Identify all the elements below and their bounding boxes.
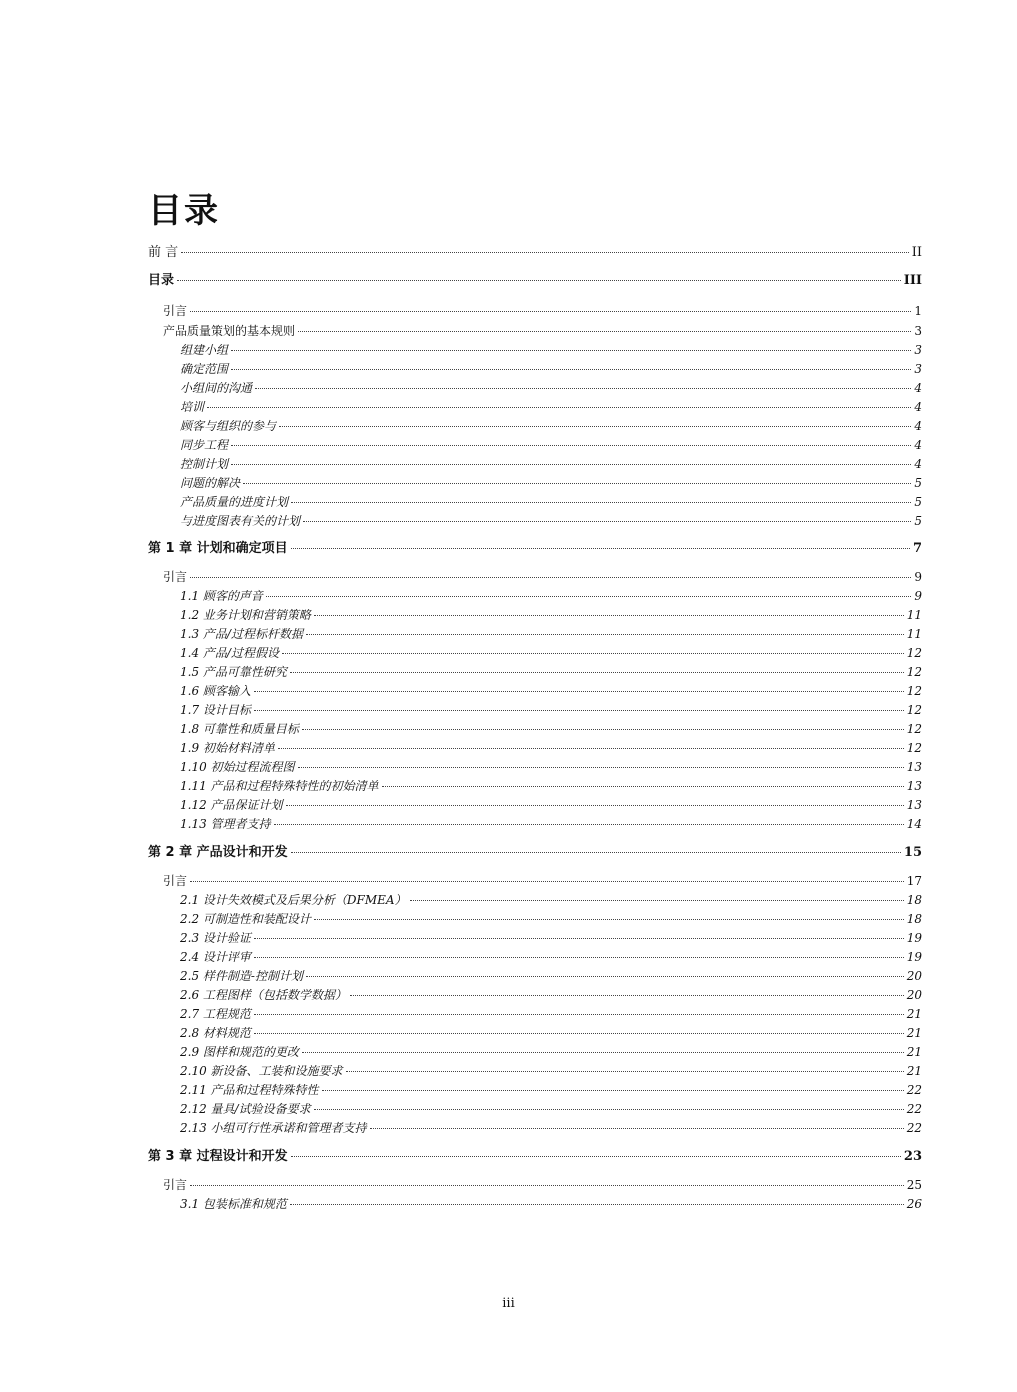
- toc-entry-page: 3: [914, 362, 922, 376]
- toc-entry-label: 1.8 可靠性和质量目标: [180, 722, 299, 736]
- toc-entry[interactable]: [163, 323, 922, 339]
- toc-entry-page: 11: [906, 627, 922, 641]
- toc-entry-label: 组建小组: [180, 343, 229, 357]
- toc-entry-label: 2.8 材料规范: [180, 1026, 251, 1040]
- toc-leader-dots: [279, 426, 911, 427]
- toc-entry-label: 2.2 可制造性和装配设计: [180, 912, 311, 926]
- toc-entry-label: 1.6 顾客输入: [180, 684, 251, 698]
- toc-leader-dots: [274, 824, 904, 825]
- toc-leader-dots: [282, 653, 904, 654]
- toc-entry-page: 4: [914, 419, 922, 433]
- toc-entry[interactable]: [180, 930, 922, 946]
- toc-entry-page: 4: [914, 438, 922, 452]
- toc-leader-dots: [181, 252, 909, 253]
- toc-leader-dots: [314, 919, 904, 920]
- toc-entry-page: II: [911, 245, 922, 260]
- toc-entry-label: 3.1 包装标准和规范: [180, 1197, 287, 1211]
- toc-leader-dots: [278, 748, 904, 749]
- toc-entry[interactable]: [180, 987, 922, 1003]
- toc-entry[interactable]: [148, 541, 922, 557]
- toc-entry-label: 同步工程: [180, 438, 229, 452]
- toc-entry[interactable]: [180, 721, 922, 737]
- toc-entry-page: 20: [906, 969, 922, 983]
- toc-entry-label: 目录: [148, 273, 175, 288]
- toc-leader-dots: [302, 729, 904, 730]
- toc-entry[interactable]: [180, 892, 922, 908]
- toc-entry-label: 引言: [163, 304, 188, 318]
- toc-entry-label: 2.11 产品和过程特殊特性: [180, 1083, 319, 1097]
- toc-entry-page: 26: [906, 1197, 922, 1211]
- toc-entry-page: 18: [906, 912, 922, 926]
- toc-entry[interactable]: [180, 1025, 922, 1041]
- toc-entry-label: 1.7 设计目标: [180, 703, 251, 717]
- toc-entry-label: 2.7 工程规范: [180, 1007, 251, 1021]
- toc-leader-dots: [302, 1052, 904, 1053]
- toc-entry-page: 12: [906, 741, 922, 755]
- toc-entry-page: 3: [914, 324, 922, 338]
- toc-entry-page: III: [903, 273, 922, 288]
- toc-entry-page: 12: [906, 722, 922, 736]
- toc-leader-dots: [231, 464, 911, 465]
- toc-entry[interactable]: [163, 873, 922, 889]
- toc-leader-dots: [254, 691, 904, 692]
- toc-leader-dots: [190, 577, 911, 578]
- toc-leader-dots: [291, 852, 901, 853]
- toc-entry-label: 小组间的沟通: [180, 381, 253, 395]
- toc-entry[interactable]: [180, 494, 922, 510]
- toc-entry-page: 3: [914, 343, 922, 357]
- toc-leader-dots: [190, 881, 904, 882]
- toc-entry-label: 2.3 设计验证: [180, 931, 251, 945]
- toc-leader-dots: [303, 521, 911, 522]
- toc-entry[interactable]: [180, 911, 922, 927]
- toc-entry-page: 7: [912, 541, 922, 556]
- toc-leader-dots: [207, 407, 911, 408]
- toc-entry-page: 12: [906, 646, 922, 660]
- toc-leader-dots: [255, 388, 911, 389]
- toc-entry[interactable]: [180, 607, 922, 623]
- toc-entry-page: 23: [903, 1149, 922, 1164]
- toc-entry-page: 21: [906, 1045, 922, 1059]
- toc-entry-label: 1.10 初始过程流程图: [180, 760, 295, 774]
- toc-leader-dots: [306, 976, 904, 977]
- toc-leader-dots: [190, 311, 911, 312]
- toc-leader-dots: [254, 1014, 904, 1015]
- toc-entry-label: 控制计划: [180, 457, 229, 471]
- toc-entry-label: 1.1 顾客的声音: [180, 589, 263, 603]
- toc-entry-page: 17: [906, 874, 922, 888]
- toc-entry[interactable]: [180, 1120, 922, 1136]
- toc-entry[interactable]: [180, 380, 922, 396]
- toc-entry-label: 第 3 章 过程设计和开发: [148, 1149, 288, 1164]
- toc-entry[interactable]: [180, 1006, 922, 1022]
- toc-entry[interactable]: [180, 437, 922, 453]
- toc-entry-page: 5: [914, 514, 922, 528]
- toc-entry[interactable]: [180, 475, 922, 491]
- toc-leader-dots: [231, 369, 911, 370]
- toc-entry-label: 1.4 产品/过程假设: [180, 646, 279, 660]
- toc-leader-dots: [291, 548, 910, 549]
- toc-entry[interactable]: [148, 245, 922, 261]
- toc-entry[interactable]: [180, 626, 922, 642]
- toc-leader-dots: [346, 1071, 904, 1072]
- toc-leader-dots: [177, 280, 901, 281]
- toc-entry-label: 1.2 业务计划和营销策略: [180, 608, 311, 622]
- toc-entry-label: 1.11 产品和过程特殊特性的初始清单: [180, 779, 379, 793]
- toc-leader-dots: [306, 634, 904, 635]
- toc-entry-label: 确定范围: [180, 362, 229, 376]
- toc-entry-label: 2.13 小组可行性承诺和管理者支持: [180, 1121, 367, 1135]
- toc-entry-page: 19: [906, 931, 922, 945]
- toc-entry-label: 1.13 管理者支持: [180, 817, 271, 831]
- toc-entry-label: 2.6 工程图样（包括数学数据）: [180, 988, 347, 1002]
- toc-leader-dots: [254, 938, 904, 939]
- toc-entry[interactable]: [180, 702, 922, 718]
- toc-entry-label: 1.12 产品保证计划: [180, 798, 283, 812]
- toc-entry-page: 22: [906, 1102, 922, 1116]
- toc-entry-page: 4: [914, 400, 922, 414]
- toc-entry-label: 2.4 设计评审: [180, 950, 251, 964]
- toc-entry-label: 第 2 章 产品设计和开发: [148, 845, 288, 860]
- toc-entry[interactable]: [180, 418, 922, 434]
- toc-entry-label: 2.9 图样和规范的更改: [180, 1045, 299, 1059]
- toc-entry-page: 9: [914, 570, 922, 584]
- toc-entry-label: 与进度图表有关的计划: [180, 514, 301, 528]
- toc-entry[interactable]: [180, 968, 922, 984]
- toc-leader-dots: [254, 1033, 904, 1034]
- toc-entry[interactable]: [180, 399, 922, 415]
- toc-entry-label: 2.5 样件制造-控制计划: [180, 969, 303, 983]
- toc-leader-dots: [254, 957, 904, 958]
- toc-entry-page: 22: [906, 1121, 922, 1135]
- toc-entry[interactable]: [163, 303, 922, 319]
- toc-entry-label: 产品质量的进度计划: [180, 495, 289, 509]
- toc-entry-page: 21: [906, 1026, 922, 1040]
- toc-entry-page: 13: [906, 779, 922, 793]
- toc-entry[interactable]: [180, 513, 922, 529]
- toc-entry-label: 1.9 初始材料清单: [180, 741, 275, 755]
- toc-leader-dots: [322, 1090, 904, 1091]
- toc-entry-label: 问题的解决: [180, 476, 241, 490]
- toc-entry-page: 5: [914, 495, 922, 509]
- toc-entry[interactable]: [180, 778, 922, 794]
- toc-entry-page: 15: [903, 845, 922, 860]
- toc-leader-dots: [190, 1185, 904, 1186]
- toc-entry[interactable]: [180, 759, 922, 775]
- toc-leader-dots: [231, 445, 911, 446]
- toc-leader-dots: [314, 1109, 904, 1110]
- toc-entry-page: 12: [906, 703, 922, 717]
- toc-entry[interactable]: [180, 456, 922, 472]
- toc-entry[interactable]: [180, 740, 922, 756]
- toc-entry-page: 20: [906, 988, 922, 1002]
- toc-entry[interactable]: [180, 683, 922, 699]
- toc-leader-dots: [254, 710, 904, 711]
- toc-entry[interactable]: [180, 361, 922, 377]
- toc-entry[interactable]: [180, 664, 922, 680]
- toc-entry-page: 12: [906, 665, 922, 679]
- toc-entry-page: 14: [906, 817, 922, 831]
- toc-entry-label: 引言: [163, 570, 188, 584]
- toc-entry[interactable]: [180, 797, 922, 813]
- toc-entry-label: 产品质量策划的基本规则: [163, 324, 296, 338]
- toc-leader-dots: [382, 786, 904, 787]
- toc-entry-label: 1.5 产品可靠性研究: [180, 665, 287, 679]
- toc-leader-dots: [350, 995, 904, 996]
- toc-leader-dots: [410, 900, 904, 901]
- toc-entry-page: 9: [914, 589, 922, 603]
- toc-entry-label: 引言: [163, 1178, 188, 1192]
- toc-entry[interactable]: [148, 845, 922, 861]
- toc-entry[interactable]: [180, 342, 922, 358]
- toc-entry[interactable]: [180, 588, 922, 604]
- toc-entry-label: 2.1 设计失效模式及后果分析（DFMEA）: [180, 893, 407, 907]
- toc-entry-page: 13: [906, 760, 922, 774]
- toc-entry-page: 25: [906, 1178, 922, 1192]
- toc-entry[interactable]: [180, 1082, 922, 1098]
- toc-entry-label: 顾客与组织的参与: [180, 419, 277, 433]
- toc-entry-label: 2.10 新设备、工装和设施要求: [180, 1064, 343, 1078]
- toc-entry[interactable]: [180, 949, 922, 965]
- toc-entry-label: 第 1 章 计划和确定项目: [148, 541, 288, 556]
- toc-leader-dots: [291, 502, 911, 503]
- toc-entry-page: 11: [906, 608, 922, 622]
- toc-entry[interactable]: [180, 1196, 922, 1212]
- toc-entry[interactable]: [163, 1177, 922, 1193]
- toc-entry-page: 21: [906, 1007, 922, 1021]
- toc-entry[interactable]: [180, 645, 922, 661]
- toc-entry-page: 4: [914, 381, 922, 395]
- page-number: iii: [502, 1296, 515, 1311]
- toc-leader-dots: [291, 1156, 901, 1157]
- toc-entry[interactable]: [148, 1149, 922, 1165]
- toc-leader-dots: [243, 483, 911, 484]
- toc-leader-dots: [370, 1128, 904, 1129]
- toc-entry-page: 1: [914, 304, 922, 318]
- toc-entry-page: 22: [906, 1083, 922, 1097]
- toc-leader-dots: [298, 331, 911, 332]
- page-title: 目录: [148, 191, 220, 231]
- toc-leader-dots: [298, 767, 904, 768]
- toc-entry-label: 1.3 产品/过程标杆数据: [180, 627, 303, 641]
- toc-leader-dots: [266, 596, 911, 597]
- toc-entry[interactable]: [180, 816, 922, 832]
- toc-entry-page: 19: [906, 950, 922, 964]
- toc-entry-page: 12: [906, 684, 922, 698]
- toc-entry-label: 前 言: [148, 245, 179, 260]
- toc-entry-label: 2.12 量具/试验设备要求: [180, 1102, 311, 1116]
- toc-leader-dots: [314, 615, 904, 616]
- toc-entry[interactable]: [148, 273, 922, 289]
- toc-entry-page: 13: [906, 798, 922, 812]
- toc-entry-label: 培训: [180, 400, 205, 414]
- toc-entry[interactable]: [163, 569, 922, 585]
- toc-entry-page: 18: [906, 893, 922, 907]
- toc-entry-page: 5: [914, 476, 922, 490]
- toc-entry[interactable]: [180, 1044, 922, 1060]
- toc-entry[interactable]: [180, 1101, 922, 1117]
- toc-entry-page: 4: [914, 457, 922, 471]
- toc-entry-label: 引言: [163, 874, 188, 888]
- toc-leader-dots: [290, 672, 904, 673]
- toc-leader-dots: [286, 805, 904, 806]
- toc-leader-dots: [231, 350, 911, 351]
- toc-entry[interactable]: [180, 1063, 922, 1079]
- toc-leader-dots: [290, 1204, 904, 1205]
- toc-entry-page: 21: [906, 1064, 922, 1078]
